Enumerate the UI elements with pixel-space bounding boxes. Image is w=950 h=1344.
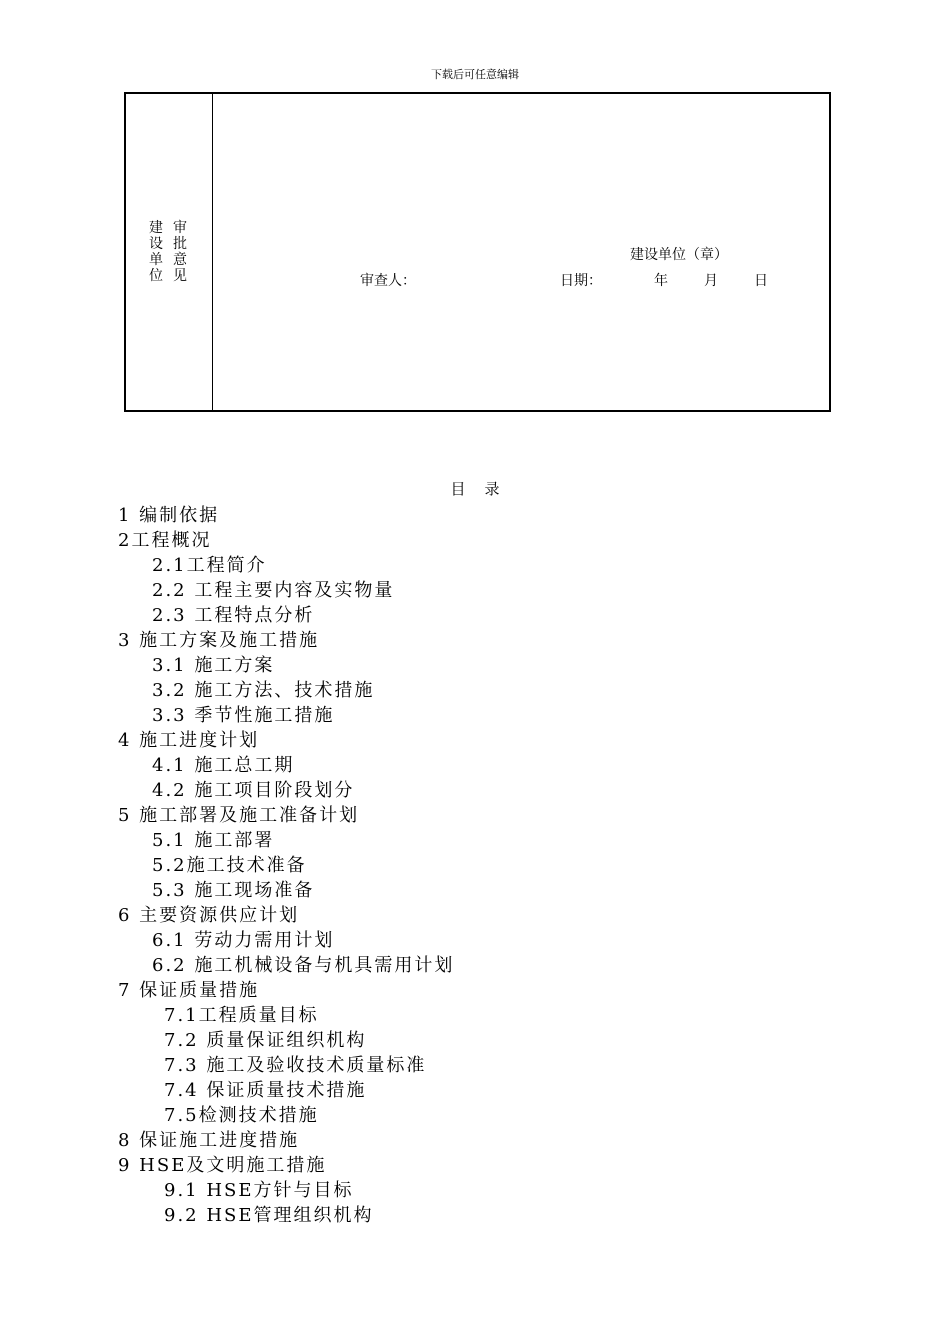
- toc-item: 7 保证质量措施: [118, 980, 260, 1001]
- toc-item: 9 HSE及文明施工措施: [118, 1155, 327, 1176]
- toc-item: 7.4 保证质量技术措施: [164, 1080, 367, 1101]
- toc-item: 4.1 施工总工期: [152, 755, 295, 776]
- toc-item: 7.3 施工及验收技术质量标准: [164, 1055, 427, 1076]
- toc-item: 4 施工进度计划: [118, 730, 260, 751]
- day-label: 日: [754, 273, 768, 289]
- toc-item: 9.2 HSE管理组织机构: [164, 1205, 374, 1226]
- year-label: 年: [654, 273, 668, 289]
- toc-item: 2.2 工程主要内容及实物量: [152, 580, 395, 601]
- toc-item: 5.1 施工部署: [152, 830, 275, 851]
- toc-item: 5 施工部署及施工准备计划: [118, 805, 360, 826]
- toc-item: 6.2 施工机械设备与机具需用计划: [152, 955, 455, 976]
- toc-item: 3.2 施工方法、技术措施: [152, 680, 375, 701]
- approval-opinion-label: 审批意见: [173, 220, 187, 284]
- toc-item: 6 主要资源供应计划: [118, 905, 300, 926]
- toc-item: 7.2 质量保证组织机构: [164, 1030, 367, 1051]
- reviewer-label: 审查人：: [360, 273, 416, 289]
- toc-item: 3.1 施工方案: [152, 655, 275, 676]
- toc-item: 9.1 HSE方针与目标: [164, 1180, 354, 1201]
- toc-item: 5.2施工技术准备: [152, 855, 307, 876]
- unit-seal-label: 建设单位（章）: [630, 247, 728, 263]
- approval-label-column: [126, 94, 213, 410]
- header-note: 下载后可任意编辑: [431, 68, 519, 81]
- toc-item: 2.3 工程特点分析: [152, 605, 315, 626]
- toc-item: 1 编制依据: [118, 505, 220, 526]
- toc-title: 目 录: [450, 480, 500, 498]
- date-label: 日期：: [560, 273, 602, 289]
- toc-item: 8 保证施工进度措施: [118, 1130, 300, 1151]
- toc-item: 4.2 施工项目阶段划分: [152, 780, 355, 801]
- construction-unit-label: 建设单位: [149, 220, 163, 284]
- toc-item: 3.3 季节性施工措施: [152, 705, 335, 726]
- approval-table: [124, 92, 831, 412]
- toc-item: 7.5检测技术措施: [164, 1105, 319, 1126]
- toc-item: 7.1工程质量目标: [164, 1005, 319, 1026]
- toc-item: 3 施工方案及施工措施: [118, 630, 320, 651]
- toc-item: 2工程概况: [118, 530, 212, 551]
- toc-item: 2.1工程简介: [152, 555, 267, 576]
- month-label: 月: [704, 273, 718, 289]
- toc-item: 5.3 施工现场准备: [152, 880, 315, 901]
- toc-item: 6.1 劳动力需用计划: [152, 930, 335, 951]
